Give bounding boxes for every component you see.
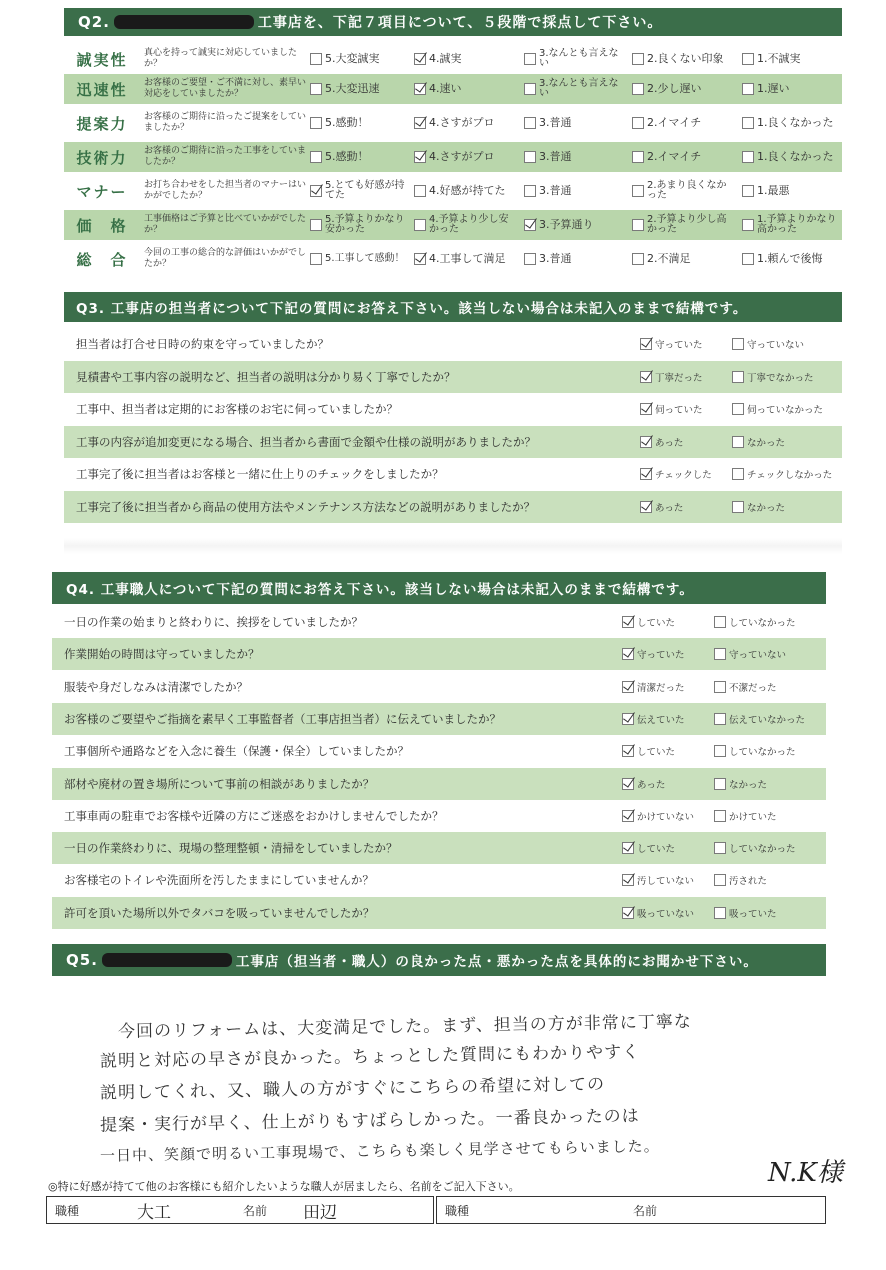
checkbox[interactable] — [732, 403, 744, 415]
question-text: 一日の作業の始まりと終わりに、挨拶をしていましたか？ — [64, 615, 363, 629]
option-label: 4.さすがプロ — [429, 116, 495, 129]
checkbox[interactable] — [640, 468, 652, 480]
answer-label: チェックした — [655, 470, 712, 481]
question-row — [64, 393, 842, 425]
checkbox[interactable] — [714, 874, 726, 886]
answer-label: 汚された — [729, 876, 768, 888]
q5-title: 工事店（担当者・職人）の良かった点・悪かった点を具体的にお聞かせ下さい。 — [235, 954, 758, 970]
checkbox[interactable] — [742, 219, 754, 231]
rating-option[interactable] — [310, 181, 414, 201]
checkbox[interactable] — [414, 83, 426, 95]
rating-question: お客様のご期待に沿ったご提案をしていましたか？ — [144, 112, 307, 133]
checkbox[interactable] — [632, 117, 644, 129]
question-row — [64, 458, 842, 490]
rating-question: 今回の工事の総合的な評価はいかがでしたか？ — [144, 248, 307, 269]
checkbox[interactable] — [732, 468, 744, 480]
checkbox[interactable] — [732, 371, 744, 383]
answer-label: 丁寧でなかった — [747, 372, 814, 384]
option-label: 2.少し遅い — [647, 82, 702, 95]
answer-label: 伝えていた — [637, 714, 685, 726]
q4-title: Q4. 工事職人について下記の質問にお答え下さい。該当しない場合は未記入のままで結構です。 — [66, 582, 694, 598]
answer-label: 吸っていた — [729, 908, 777, 920]
question-text: 服装や身だしなみは清潔でしたか？ — [64, 679, 248, 694]
checkbox[interactable] — [714, 778, 726, 790]
checkbox[interactable] — [632, 253, 644, 265]
question-row — [52, 703, 826, 735]
question-row — [52, 768, 826, 800]
checkbox[interactable] — [310, 83, 322, 95]
question-row — [64, 361, 842, 393]
question-row — [64, 491, 842, 523]
redacted-name — [102, 953, 232, 967]
rating-option[interactable] — [742, 151, 846, 163]
option-label: 2.イマイチ — [647, 116, 702, 129]
rating-option[interactable] — [742, 215, 846, 235]
option-label: 2.良くない印象 — [647, 52, 724, 65]
answer-no[interactable] — [732, 370, 814, 384]
answer-no[interactable] — [732, 402, 823, 416]
rating-option[interactable] — [742, 53, 846, 65]
checkbox[interactable] — [414, 253, 426, 265]
option-label: 2.イマイチ — [647, 150, 702, 163]
rating-option[interactable] — [414, 83, 518, 95]
answer-label: なかった — [729, 779, 768, 791]
answer-label: 守っていた — [637, 650, 685, 662]
checkbox[interactable] — [622, 713, 634, 725]
option-label: 5.とても好感が持てた — [325, 180, 405, 201]
redacted-name — [114, 15, 254, 29]
question-row — [52, 864, 826, 896]
rating-question: お客様のご期待に沿った工事をしていましたか？ — [144, 146, 307, 167]
question-row — [52, 800, 826, 832]
answer-yes[interactable] — [640, 467, 712, 481]
answer-no[interactable] — [714, 841, 796, 855]
checkbox[interactable] — [310, 219, 322, 231]
answer-yes[interactable] — [640, 337, 703, 351]
checkbox[interactable] — [742, 83, 754, 95]
option-label: 4.さすがプロ — [429, 150, 495, 163]
q5-label: Q5. — [66, 951, 98, 969]
rating-option[interactable] — [524, 117, 628, 129]
type-value: 大工 — [137, 1202, 171, 1223]
rating-option[interactable] — [632, 53, 736, 65]
question-row — [52, 606, 826, 638]
answer-label: あった — [655, 437, 684, 449]
rating-option[interactable] — [632, 83, 736, 95]
answer-label: 守っていない — [729, 650, 787, 662]
rating-row — [64, 44, 842, 74]
question-text: 担当者は打合せ日時の約束を守っていましたか？ — [76, 337, 329, 351]
answer-label: していなかった — [729, 747, 796, 759]
q5-header — [52, 944, 826, 976]
comment-line-3: 説明してくれ、又、職人の方がすぐにこちらの希望に対しての — [99, 1074, 606, 1104]
q3-title: Q3. 工事店の担当者について下記の質問にお答え下さい。該当しない場合は未記入のままで結構です。 — [76, 301, 748, 317]
answer-label: していなかった — [729, 844, 796, 856]
rating-option[interactable] — [632, 181, 736, 201]
option-label: 1.良くなかった — [757, 116, 834, 129]
rating-option[interactable] — [310, 53, 414, 65]
option-label: 1.遅い — [757, 82, 790, 95]
answer-label: していた — [637, 747, 676, 759]
answer-yes[interactable] — [622, 712, 685, 726]
answer-label: チェックしなかった — [747, 470, 833, 481]
option-label: 4.予算より少し安かった — [429, 214, 509, 235]
answer-label: なかった — [747, 437, 786, 449]
answer-no[interactable] — [714, 744, 796, 758]
rating-option[interactable] — [742, 83, 846, 95]
rating-category: 提案力 — [76, 114, 128, 133]
answer-no[interactable] — [714, 809, 777, 823]
checkbox[interactable] — [414, 53, 426, 65]
checkbox[interactable] — [524, 83, 536, 95]
checkbox[interactable] — [524, 253, 536, 265]
checkbox[interactable] — [310, 151, 322, 163]
answer-label: 伺っていた — [655, 405, 703, 416]
answer-label: していた — [637, 844, 676, 856]
recommend-note: ◎特に好感が持てて他のお客様にも紹介したいような職人が居ましたら、名前をご記入下さい。 — [48, 1180, 520, 1193]
option-label: 3.普通 — [539, 150, 572, 163]
checkbox[interactable] — [414, 219, 426, 231]
option-label: 4.誠実 — [429, 52, 462, 65]
checkbox[interactable] — [640, 371, 652, 383]
checkbox[interactable] — [414, 117, 426, 129]
checkbox[interactable] — [742, 253, 754, 265]
question-row — [52, 735, 826, 767]
rating-option[interactable] — [414, 253, 518, 265]
option-label: 5.工事して感動！ — [325, 253, 405, 264]
question-text: 工事完了後に担当者から商品の使用方法やメンテナンス方法などの説明がありましたか？ — [76, 499, 536, 514]
comment-line-4: 提案・実行が早く、仕上がりもすばらしかった。一番良かったのは — [99, 1106, 640, 1136]
question-text: 工事中、担当者は定期的にお客様のお宅に伺っていましたか？ — [76, 402, 398, 416]
checkbox[interactable] — [622, 778, 634, 790]
option-label: 1.不誠実 — [757, 52, 801, 65]
checkbox[interactable] — [714, 713, 726, 725]
name-value: 田辺 — [303, 1202, 337, 1223]
checkbox[interactable] — [632, 53, 644, 65]
option-label: 5.感動！ — [325, 116, 369, 129]
checkbox[interactable] — [310, 117, 322, 129]
option-label: 1.最悪 — [757, 184, 790, 197]
answer-no[interactable] — [714, 680, 777, 694]
answer-no[interactable] — [732, 500, 785, 514]
answer-no[interactable] — [732, 467, 832, 481]
answer-label: していた — [637, 618, 676, 629]
option-label: 3.普通 — [539, 116, 572, 129]
question-text: 一日の作業終わりに、現場の整理整頓・清掃をしていましたか？ — [64, 841, 398, 856]
answer-yes[interactable] — [640, 370, 703, 384]
faint-band — [64, 538, 842, 554]
question-text: お客様宅のトイレや洗面所を汚したままにしていませんか？ — [64, 873, 374, 888]
checkbox[interactable] — [742, 53, 754, 65]
checkbox[interactable] — [714, 648, 726, 660]
checkbox[interactable] — [622, 874, 634, 886]
rating-option[interactable] — [414, 151, 518, 163]
checkbox[interactable] — [714, 810, 726, 822]
checkbox[interactable] — [714, 681, 726, 693]
rating-option[interactable] — [632, 151, 736, 163]
option-label: 5.大変誠実 — [325, 52, 380, 65]
name-label: 名前 — [243, 1203, 268, 1218]
rating-option[interactable] — [414, 53, 518, 65]
checkbox[interactable] — [732, 501, 744, 513]
rating-option[interactable] — [742, 185, 846, 197]
answer-label: なかった — [747, 502, 786, 514]
answer-label: 守っていた — [655, 340, 703, 351]
craftsman-table-right — [436, 1196, 826, 1224]
rating-option[interactable] — [524, 79, 628, 99]
answer-yes[interactable] — [622, 777, 665, 791]
answer-label: かけていた — [729, 811, 777, 823]
answer-no[interactable] — [714, 615, 796, 629]
checkbox[interactable] — [524, 117, 536, 129]
name-label: 名前 — [633, 1203, 658, 1218]
q2-title: 工事店を、下記７項目について、５段階で採点して下さい。 — [257, 15, 663, 31]
craftsman-table-left — [46, 1196, 434, 1224]
answer-label: あった — [655, 502, 684, 514]
option-label: 3.なんとも言えない — [539, 78, 619, 99]
checkbox[interactable] — [742, 151, 754, 163]
question-text: 作業開始の時間は守っていましたか？ — [64, 647, 260, 662]
option-label: 3.普通 — [539, 252, 572, 265]
option-label: 4.好感が持てた — [429, 184, 506, 197]
rating-option[interactable] — [742, 253, 846, 265]
rating-category: 価 格 — [76, 216, 128, 235]
checkbox[interactable] — [732, 338, 744, 350]
answer-no[interactable] — [714, 777, 767, 791]
checkbox[interactable] — [414, 151, 426, 163]
option-label: 4.速い — [429, 82, 462, 95]
rating-question: お客様のご要望・ご不満に対し、素早い対応をしていましたか？ — [144, 78, 307, 99]
type-label: 職種 — [445, 1203, 470, 1218]
rating-question: 工事価格はご予算と比べていかがでしたか？ — [144, 214, 307, 235]
checkbox[interactable] — [714, 907, 726, 919]
q3-header — [64, 292, 842, 322]
answer-no[interactable] — [732, 435, 785, 449]
customer-signature: N.K様 — [768, 1158, 843, 1188]
rating-option[interactable] — [524, 253, 628, 265]
question-text: 工事車両の駐車でお客様や近隣の方にご迷惑をおかけしませんでしたか？ — [64, 808, 444, 823]
option-label: 1.予算よりかなり高かった — [757, 214, 837, 235]
rating-category: マナー — [76, 182, 128, 201]
answer-yes[interactable] — [622, 906, 694, 920]
checkbox[interactable] — [414, 185, 426, 197]
checkbox[interactable] — [622, 907, 634, 919]
rating-row — [64, 108, 842, 138]
checkbox[interactable] — [632, 185, 644, 197]
rating-option[interactable] — [310, 151, 414, 163]
rating-option[interactable] — [632, 253, 736, 265]
answer-label: 清潔だった — [637, 682, 685, 694]
answer-yes[interactable] — [622, 809, 694, 823]
answer-yes[interactable] — [622, 873, 694, 887]
rating-option[interactable] — [524, 219, 628, 231]
answer-label: 伺っていなかった — [747, 405, 824, 416]
question-text: 部材や廃材の置き場所について事前の相談がありましたか？ — [64, 776, 375, 791]
checkbox[interactable] — [524, 185, 536, 197]
rating-row — [64, 74, 842, 104]
question-row — [52, 638, 826, 670]
question-text: 工事個所や通路などを入念に養生（保護・保全）していましたか？ — [64, 744, 409, 759]
question-text: 許可を頂いた場所以外でタバコを吸っていませんでしたか？ — [64, 905, 375, 920]
answer-no[interactable] — [714, 712, 805, 726]
option-label: 2.不満足 — [647, 252, 691, 265]
comment-line-1: 今回のリフォームは、大変満足でした。まず、担当の方が非常に丁寧な — [117, 1011, 692, 1043]
checkbox[interactable] — [622, 745, 634, 757]
option-label: 1.頼んで後悔 — [757, 252, 823, 265]
answer-no[interactable] — [714, 873, 767, 887]
checkbox[interactable] — [640, 338, 652, 350]
rating-question: 真心を持って誠実に対応していましたか？ — [144, 48, 298, 69]
comment-line-5: 一日中、笑顔で明るい工事現場で、こちらも楽しく見学させてもらいました。 — [99, 1137, 660, 1165]
option-label: 3.予算通り — [539, 218, 594, 231]
answer-no[interactable] — [714, 647, 786, 661]
type-label: 職種 — [55, 1203, 80, 1218]
checkbox[interactable] — [622, 810, 634, 822]
question-text: 見積書や工事内容の説明など、担当者の説明は分かり易く丁寧でしたか？ — [76, 369, 456, 384]
checkbox[interactable] — [310, 253, 322, 265]
answer-yes[interactable] — [622, 615, 675, 629]
rating-category: 誠実性 — [76, 50, 128, 69]
checkbox[interactable] — [714, 616, 726, 628]
rating-option[interactable] — [524, 185, 628, 197]
option-label: 2.予算より少し高かった — [647, 214, 727, 235]
answer-yes[interactable] — [622, 744, 675, 758]
checkbox[interactable] — [640, 501, 652, 513]
question-row — [52, 832, 826, 864]
question-row — [64, 426, 842, 458]
rating-option[interactable] — [414, 215, 518, 235]
answer-label: あった — [637, 779, 666, 791]
checkbox[interactable] — [640, 436, 652, 448]
answer-label: していなかった — [729, 618, 796, 629]
rating-row — [64, 142, 842, 172]
checkbox[interactable] — [524, 219, 536, 231]
rating-row — [64, 244, 842, 274]
rating-category: 迅速性 — [76, 80, 128, 99]
checkbox[interactable] — [714, 745, 726, 757]
rating-question: お打ち合わせをした担当者のマナーはいかがでしたか？ — [144, 180, 307, 201]
answer-yes[interactable] — [622, 841, 675, 855]
answer-label: 守っていない — [747, 340, 805, 351]
answer-yes[interactable] — [622, 647, 685, 661]
rating-option[interactable] — [310, 117, 414, 129]
answer-label: 汚していない — [637, 876, 695, 888]
checkbox[interactable] — [622, 842, 634, 854]
option-label: 1.良くなかった — [757, 150, 834, 163]
question-row — [64, 328, 842, 360]
checkbox[interactable] — [632, 83, 644, 95]
option-label: 4.工事して満足 — [429, 252, 506, 265]
option-label: 5.大変迅速 — [325, 82, 380, 95]
checkbox[interactable] — [632, 219, 644, 231]
answer-no[interactable] — [714, 906, 777, 920]
question-row — [52, 897, 826, 929]
question-text: 工事完了後に担当者はお客様と一緒に仕上りのチェックをしましたか？ — [76, 467, 444, 481]
question-text: お客様のご要望やご指摘を素早く工事監督者（工事店担当者）に伝えていましたか？ — [64, 711, 501, 726]
checkbox[interactable] — [622, 681, 634, 693]
rating-row — [64, 176, 842, 206]
rating-option[interactable] — [524, 49, 628, 69]
checkbox[interactable] — [524, 151, 536, 163]
option-label: 5.予算よりかなり安かった — [325, 214, 405, 235]
answer-yes[interactable] — [640, 402, 703, 416]
rating-row — [64, 210, 842, 240]
answer-yes[interactable] — [640, 435, 683, 449]
rating-option[interactable] — [310, 215, 414, 235]
rating-option[interactable] — [414, 117, 518, 129]
comment-line-2: 説明と対応の早さが良かった。ちょっとした質問にもわかりやすく — [99, 1042, 641, 1072]
answer-label: 伝えていなかった — [729, 714, 806, 726]
checkbox[interactable] — [632, 151, 644, 163]
answer-yes[interactable] — [640, 500, 683, 514]
answer-yes[interactable] — [622, 680, 685, 694]
rating-option[interactable] — [524, 151, 628, 163]
rating-option[interactable] — [414, 185, 518, 197]
option-label: 3.なんとも言えない — [539, 48, 619, 69]
q2-label: Q2. — [78, 13, 110, 31]
checkbox[interactable] — [742, 185, 754, 197]
answer-label: 丁寧だった — [655, 372, 703, 384]
option-label: 3.普通 — [539, 184, 572, 197]
rating-option[interactable] — [310, 253, 414, 265]
option-label: 5.感動！ — [325, 150, 369, 163]
rating-category: 技術力 — [76, 148, 128, 167]
checkbox[interactable] — [622, 616, 634, 628]
checkbox[interactable] — [714, 842, 726, 854]
question-text: 工事の内容が追加変更になる場合、担当者から書面で金額や仕様の説明がありましたか？ — [76, 434, 536, 449]
checkbox[interactable] — [310, 185, 322, 197]
answer-label: 不潔だった — [729, 682, 777, 694]
rating-option[interactable] — [632, 117, 736, 129]
rating-option[interactable] — [310, 83, 414, 95]
rating-option[interactable] — [632, 215, 736, 235]
q4-header — [52, 572, 826, 604]
checkbox[interactable] — [742, 117, 754, 129]
answer-label: かけていない — [637, 811, 695, 823]
question-row — [52, 671, 826, 703]
q2-header — [64, 8, 842, 36]
rating-category: 総 合 — [76, 250, 128, 269]
option-label: 2.あまり良くなかった — [647, 180, 727, 201]
checkbox[interactable] — [732, 436, 744, 448]
answer-label: 吸っていない — [637, 908, 695, 920]
checkbox[interactable] — [524, 53, 536, 65]
checkbox[interactable] — [640, 403, 652, 415]
checkbox[interactable] — [622, 648, 634, 660]
answer-no[interactable] — [732, 337, 804, 351]
rating-option[interactable] — [742, 117, 846, 129]
checkbox[interactable] — [310, 53, 322, 65]
